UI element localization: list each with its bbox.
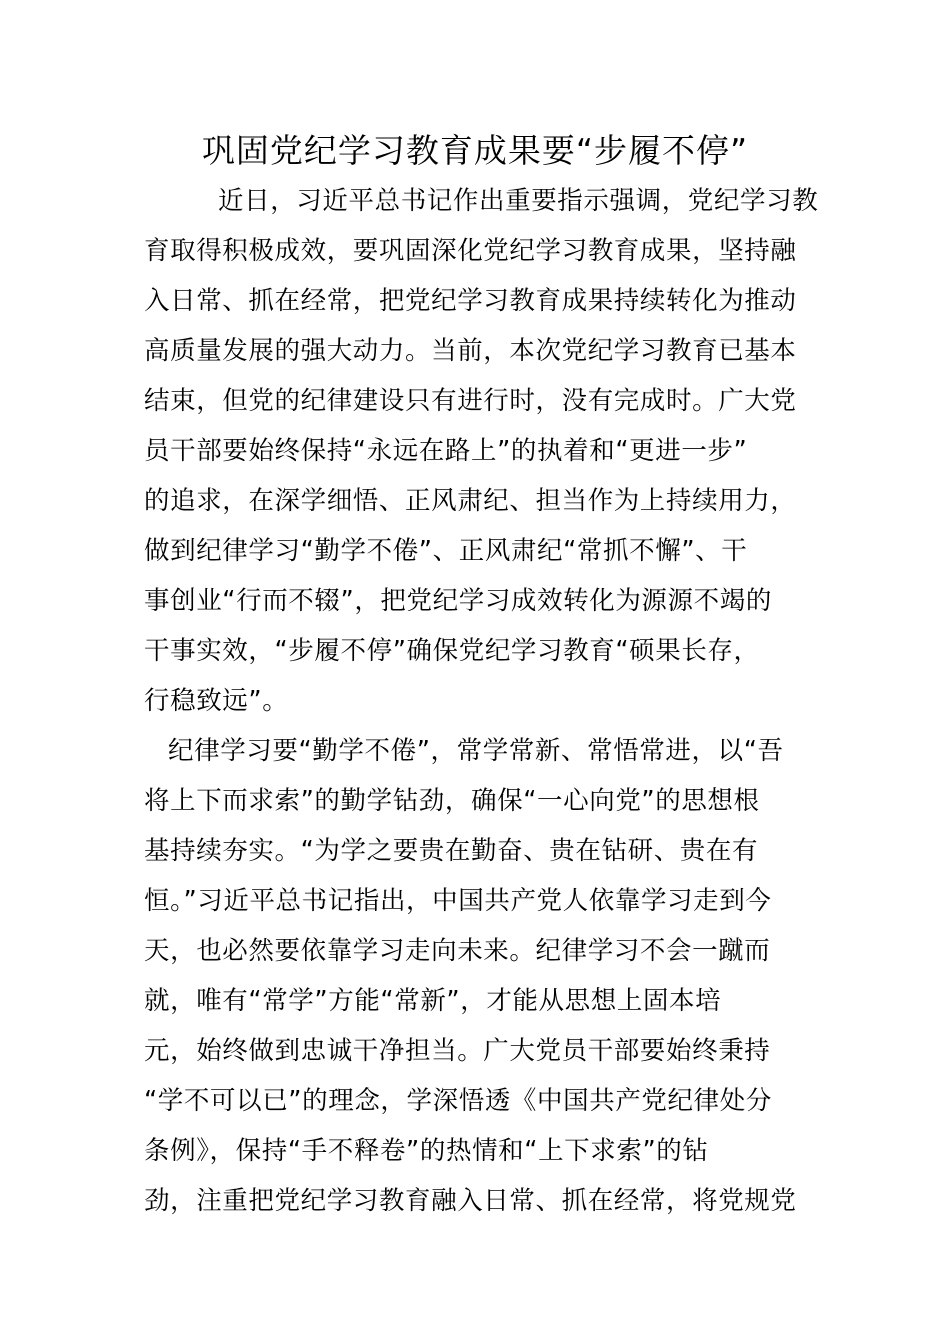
paragraph-1-line-8: 做到纪律学习“勤学不倦”、正风肃纪“常抓不懈”、干 (144, 536, 748, 566)
paragraph-1-line-10: 干事实效，“步履不停”确保党纪学习教育“硕果长存， (144, 636, 760, 666)
paragraph-1-line-4: 高质量发展的强大动力。当前，本次党纪学习教育已基本 (144, 336, 797, 366)
paragraph-1-line-3: 入日常、抓在经常，把党纪学习教育成果持续转化为推动 (144, 286, 797, 316)
paragraph-2-line-2: 将上下而求索”的勤学钻劲，确保“一心向党”的思想根 (144, 786, 760, 816)
paragraph-1-line-2: 育取得积极成效，要巩固深化党纪学习教育成果，坚持融 (144, 236, 797, 266)
paragraph-1-line-1: 近日，习近平总书记作出重要指示强调，党纪学习教 (218, 186, 819, 216)
paragraph-1-line-11: 行稳致远”。 (144, 686, 289, 716)
paragraph-1-line-6: 员干部要始终保持“永远在路上”的执着和“更进一步” (144, 436, 748, 466)
paragraph-2-line-4: 恒。”习近平总书记指出，中国共产党人依靠学习走到今 (144, 886, 772, 916)
paragraph-2-line-3: 基持续夯实。“为学之要贵在勤奋、贵在钻研、贵在有 (144, 836, 759, 866)
paragraph-2-line-1: 纪律学习要“勤学不倦”，常学常新、常悟常进，以“吾 (168, 736, 784, 766)
paragraph-2-line-7: 元，始终做到忠诚干净担当。广大党员干部要始终秉持 (144, 1036, 771, 1066)
paragraph-1-line-9: 事创业“行而不辍”，把党纪学习成效转化为源源不竭的 (144, 586, 772, 616)
document-title: 巩固党纪学习教育成果要“步履不停” (201, 131, 749, 170)
paragraph-2-line-6: 就，唯有“常学”方能“常新”，才能从思想上固本培 (144, 986, 722, 1016)
paragraph-1-line-7: 的追求，在深学细悟、正风肃纪、担当作为上持续用力， (144, 486, 797, 516)
paragraph-2-line-10: 劲，注重把党纪学习教育融入日常、抓在经常，将党规党 (144, 1186, 797, 1216)
paragraph-2-line-8: “学不可以已”的理念，学深悟透《中国共产党纪律处分 (144, 1086, 772, 1116)
paragraph-1-line-5: 结束，但党的纪律建设只有进行时，没有完成时。广大党 (144, 386, 797, 416)
paragraph-2-line-9: 条例》，保持“手不释卷”的热情和“上下求索”的钻 (144, 1136, 709, 1166)
paragraph-2-line-5: 天，也必然要依靠学习走向未来。纪律学习不会一蹴而 (144, 936, 771, 966)
